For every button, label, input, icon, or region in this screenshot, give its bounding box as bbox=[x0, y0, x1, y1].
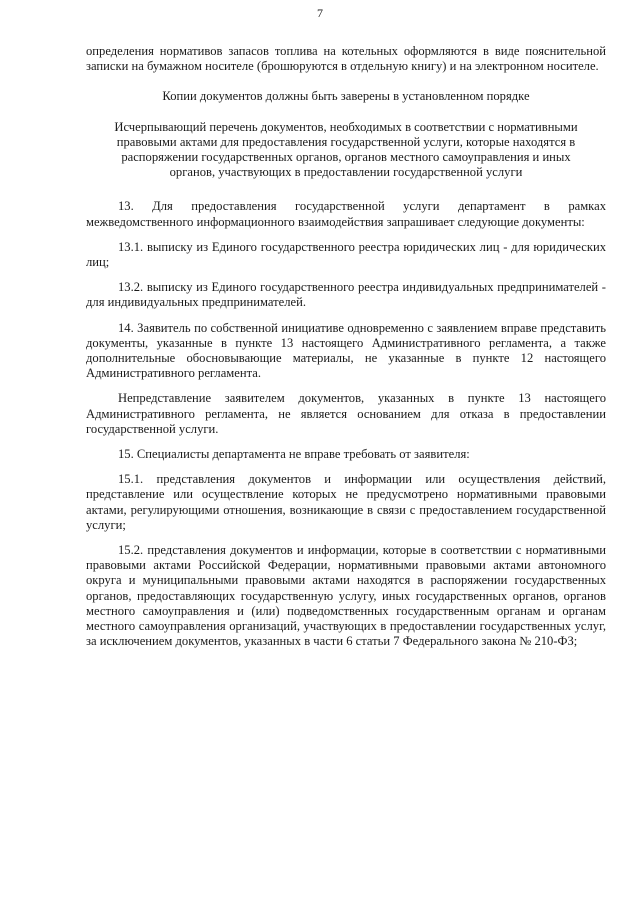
paragraph-14-note: Непредставление заявителем документов, указанных в пункте 13 настоящего Административного регламента, не является основанием для отказа в предоставлении государственной услуги. bbox=[86, 391, 606, 436]
paragraph-15-1: 15.1. представления документов и информации или осуществления действий, представление или осуществление которых не предусмотрено нормативными правовыми актами, регулирующими отношения, возникающие в связи с предоставлением государственной услуги; bbox=[86, 472, 606, 532]
paragraph-13-1: 13.1. выписку из Единого государственного реестра юридических лиц - для юридических лиц; bbox=[86, 239, 606, 270]
copies-note: Копии документов должны быть заверены в установленном порядке bbox=[162, 89, 530, 104]
document-body bbox=[86, 44, 606, 650]
paragraph-13-2: 13.2. выписку из Единого государственного реестра индивидуальных предпринимателей - для индивидуальных предпринимателей. bbox=[86, 280, 606, 310]
section-heading: Исчерпывающий перечень документов, необходимых в соответствии с нормативными правовыми актами для предоставления государственной услуги, которые находятся в распоряжении государственных органов, органов местного самоуправления и иных органов, участвующих в предоставлении государственной услуги bbox=[114, 119, 578, 180]
paragraph-13: 13. Для предоставления государственной услуги департамент в рамках межведомственного информационного взаимодействия запрашивает следующие документы: bbox=[86, 199, 606, 229]
paragraph-15-2: 15.2. представления документов и информации, которые в соответствии с нормативными правовыми актами Российской Федерации, нормативными правовыми актами автономного округа и муниципальными правовыми актами находятся в распоряжении государственных органов, предоставляющих государственную услугу, иных государственных органов, органов местного самоуправления и (или) подведомственных государственным органам и органам местного самоуправления организаций, участвующих в предоставлении государственных услуг, за исключением документов, указанных в части 6 статьи 7 Федерального закона № 210-ФЗ; bbox=[86, 543, 606, 649]
continuation-paragraph: определения нормативов запасов топлива на котельных оформляются в виде пояснительной записки на бумажном носителе (брошюруются в отдельную книгу) и на электронном носителе. bbox=[86, 44, 606, 74]
paragraph-14: 14. Заявитель по собственной инициативе одновременно с заявлением вправе представить документы, указанные в пункте 13 настоящего Административного регламента, а также дополнительные обосновывающие материалы, не указанные в пункте 12 настоящего Административного регламента. bbox=[86, 320, 606, 381]
paragraph-15: 15. Специалисты департамента не вправе требовать от заявителя: bbox=[118, 447, 470, 462]
page-number: 7 bbox=[317, 6, 323, 20]
